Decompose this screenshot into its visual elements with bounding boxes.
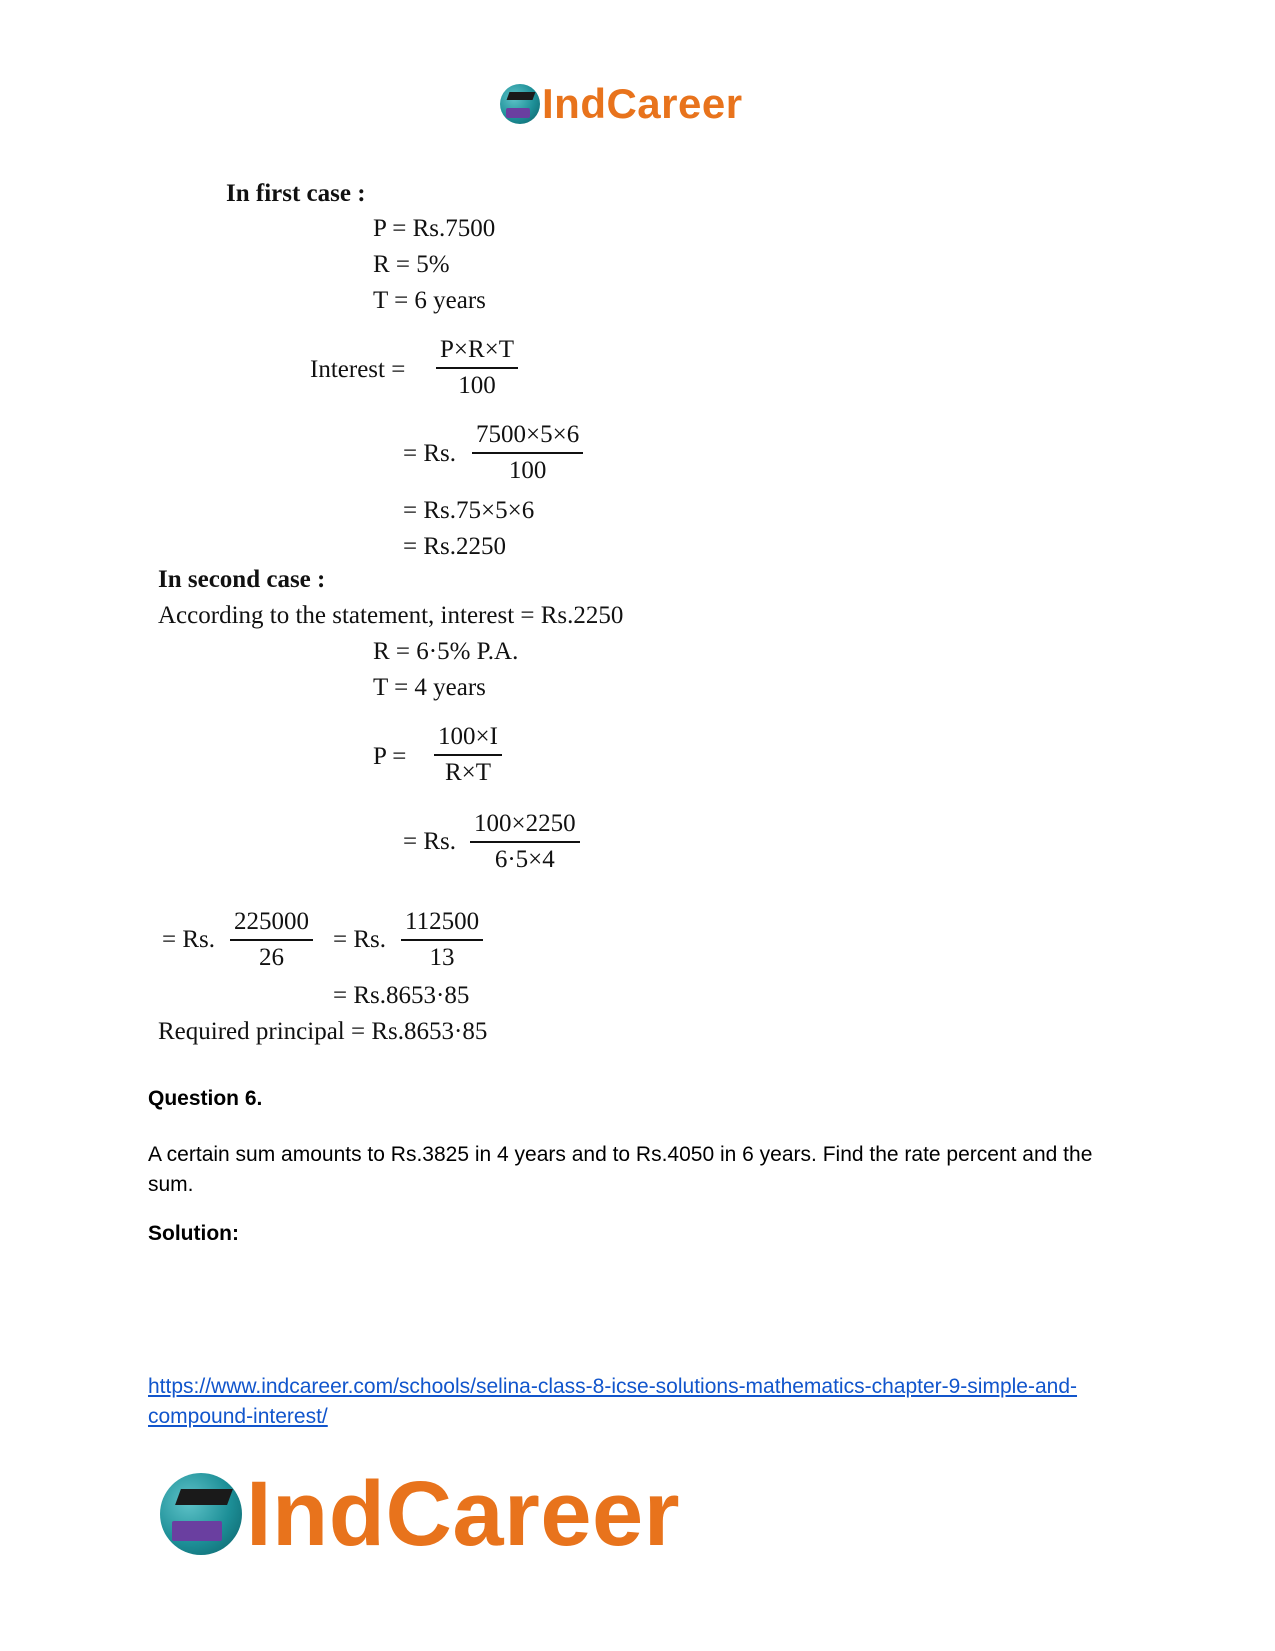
second-case-rate: R = 6·5% P.A. [373,638,519,665]
second-case-statement: According to the statement, interest = Rs.2250 [158,602,624,629]
second-case-time: T = 4 years [373,674,486,701]
header-logo [500,80,743,128]
first-step3: = Rs.2250 [403,533,507,560]
interest-formula-denominator: 100 [458,372,496,399]
second-step2-fraction-b [401,908,483,972]
footer-logo-text: IndCareer [246,1463,680,1565]
second-step2-prefix-b: = Rs. [333,926,387,953]
first-case-heading: In first case : [226,180,366,207]
second-step2-denominator-b: 13 [429,944,455,971]
first-step1-denominator: 100 [508,457,547,484]
solution-label: Solution: [148,1222,239,1245]
graduation-cap-icon [160,1473,242,1555]
first-step1-fraction [472,421,583,485]
first-step1-numerator: 7500×5×6 [476,421,580,448]
second-step1-numerator: 100×2250 [474,810,576,837]
source-link[interactable]: https://www.indcareer.com/schools/selina-class-8-icse-solutions-mathematics-chapter-9-simple-and-compound-interest/ [148,1375,1078,1428]
first-case-time: T = 6 years [373,287,486,314]
footer-logo [160,1463,680,1565]
graduation-cap-icon [500,84,540,124]
second-step2-numerator-a: 225000 [234,908,309,935]
second-step3: = Rs.8653·85 [333,982,470,1009]
second-step1-fraction [470,810,580,874]
principal-label: P = [373,743,407,770]
first-step1-prefix: = Rs. [403,440,457,467]
header-logo-text: IndCareer [542,80,743,127]
first-step2: = Rs.75×5×6 [403,497,535,524]
question-title: Question 6. [148,1087,263,1110]
second-step2-prefix-a: = Rs. [162,926,216,953]
first-case-rate: R = 5% [373,251,450,278]
interest-formula [436,336,518,400]
second-step1-denominator: 6·5×4 [494,846,555,873]
second-step2-numerator-b: 112500 [405,908,480,935]
principal-formula [434,723,502,787]
principal-formula-denominator: R×T [444,759,491,786]
second-step1-prefix: = Rs. [403,828,457,855]
second-case-heading: In second case : [158,566,326,593]
required-principal: Required principal = Rs.8653·85 [158,1018,488,1045]
interest-label: Interest = [310,356,406,383]
second-step2-fraction-a [230,908,313,972]
interest-formula-numerator: P×R×T [440,336,515,363]
question-text: A certain sum amounts to Rs.3825 in 4 years and to Rs.4050 in 6 years. Find the rate percent and the sum. [148,1143,1093,1196]
second-step2-denominator-a: 26 [259,944,284,971]
first-case-principal: P = Rs.7500 [373,215,496,242]
principal-formula-numerator: 100×I [438,723,498,750]
